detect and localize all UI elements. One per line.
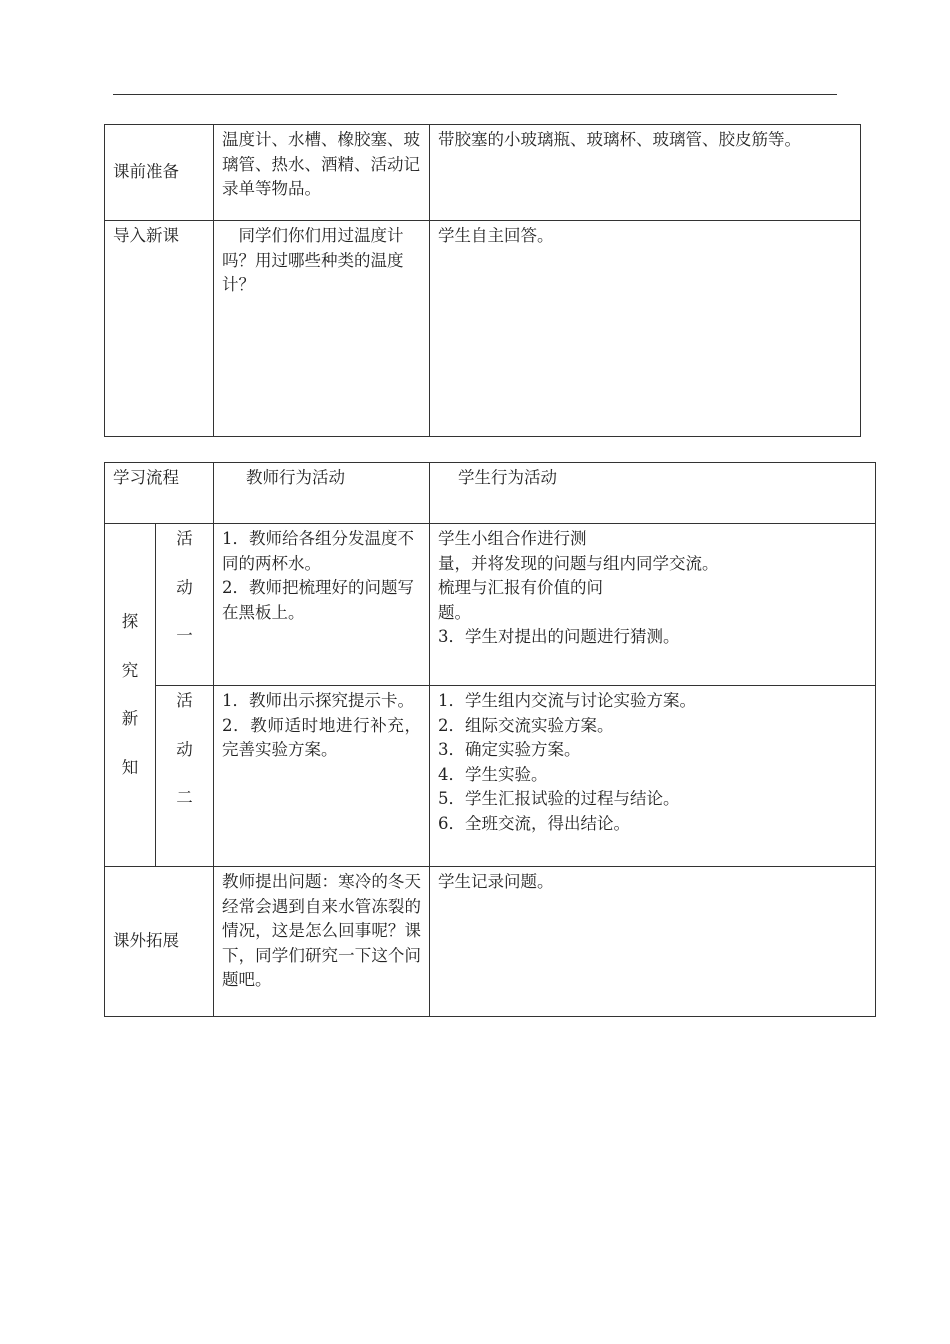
activity1-char: 动 (176, 577, 193, 597)
explore-char: 新 (121, 709, 139, 728)
activity2-teacher-cell (214, 686, 430, 867)
activity1-teacher-line: 1．教师给各组分发温度不同的两杯水。 (222, 529, 414, 573)
activity2-char: 动 (176, 739, 193, 759)
activity1-char: 活 (176, 529, 193, 548)
activity2-row (105, 686, 876, 867)
extension-student-cell: 学生记录问题。 (430, 867, 876, 1017)
explore-char: 探 (121, 612, 139, 631)
activity2-char: 活 (176, 691, 193, 710)
intro-row (105, 221, 861, 437)
intro-student-cell: 学生自主回答。 (430, 221, 861, 437)
activity1-student-line: 学生小组合作进行测 (438, 529, 587, 548)
explore-label (105, 524, 156, 867)
activity2-student-line: 2．组际交流实验方案。 (438, 715, 614, 735)
activity2-student-line: 5．学生汇报试验的过程与结论。 (438, 789, 680, 808)
intro-teacher-cell: 同学们你们用过温度计吗？用过哪些种类的温度计？ (214, 221, 430, 437)
activity1-row (105, 524, 876, 686)
explore-char: 知 (121, 757, 139, 777)
extension-teacher-cell: 教师提出问题：寒冷的冬天经常会遇到自来水管冻裂的情况，这是怎么回事呢？课下，同学们研究一下这个问题吧。 (214, 867, 430, 1017)
activity1-student-cell (430, 524, 876, 686)
activity1-char: 一 (176, 626, 193, 645)
activity2-student-cell (430, 686, 876, 867)
activity1-student-line: 题。 (438, 602, 471, 622)
activity1-student-line: 3．学生对提出的问题进行猜测。 (438, 627, 680, 646)
activity1-teacher-cell (214, 524, 430, 686)
student-header: 学生行为活动 (430, 463, 876, 524)
activity2-student-line: 6．全班交流，得出结论。 (438, 813, 630, 833)
prep-label: 课前准备 (105, 125, 214, 221)
extension-row (105, 867, 876, 1017)
activity2-label (156, 686, 214, 867)
process-header: 学习流程 (105, 463, 214, 524)
activity2-teacher-line: 1．教师出示探究提示卡。 (222, 691, 414, 710)
prep-row (105, 125, 861, 221)
teacher-header: 教师行为活动 (214, 463, 430, 524)
activity2-student-line: 1．学生组内交流与讨论实验方案。 (438, 691, 696, 710)
explore-char: 究 (121, 660, 139, 680)
prep-teacher-cell: 温度计、水槽、橡胶塞、玻璃管、热水、酒精、活动记录单等物品。 (214, 125, 430, 221)
header-row (105, 463, 876, 524)
preparation-table (104, 124, 861, 437)
activity1-student-line: 梳理与汇报有价值的问 (438, 578, 603, 597)
activity2-char: 二 (176, 788, 193, 807)
prep-student-cell: 带胶塞的小玻璃瓶、玻璃杯、玻璃管、胶皮筋等。 (430, 125, 861, 221)
learning-process-table (104, 462, 876, 1017)
activity2-student-line: 4．学生实验。 (438, 764, 548, 784)
header-rule (113, 94, 837, 95)
activity2-teacher-line: 2．教师适时地进行补充，完善实验方案。 (222, 715, 421, 759)
activity1-teacher-line: 2．教师把梳理好的问题写在黑板上。 (222, 578, 414, 622)
intro-label: 导入新课 (105, 221, 214, 437)
activity1-label (156, 524, 214, 686)
extension-label: 课外拓展 (105, 867, 214, 1017)
activity2-student-line: 3．确定实验方案。 (438, 740, 581, 759)
activity1-student-line: 量，并将发现的问题与组内同学交流。 (438, 553, 719, 573)
